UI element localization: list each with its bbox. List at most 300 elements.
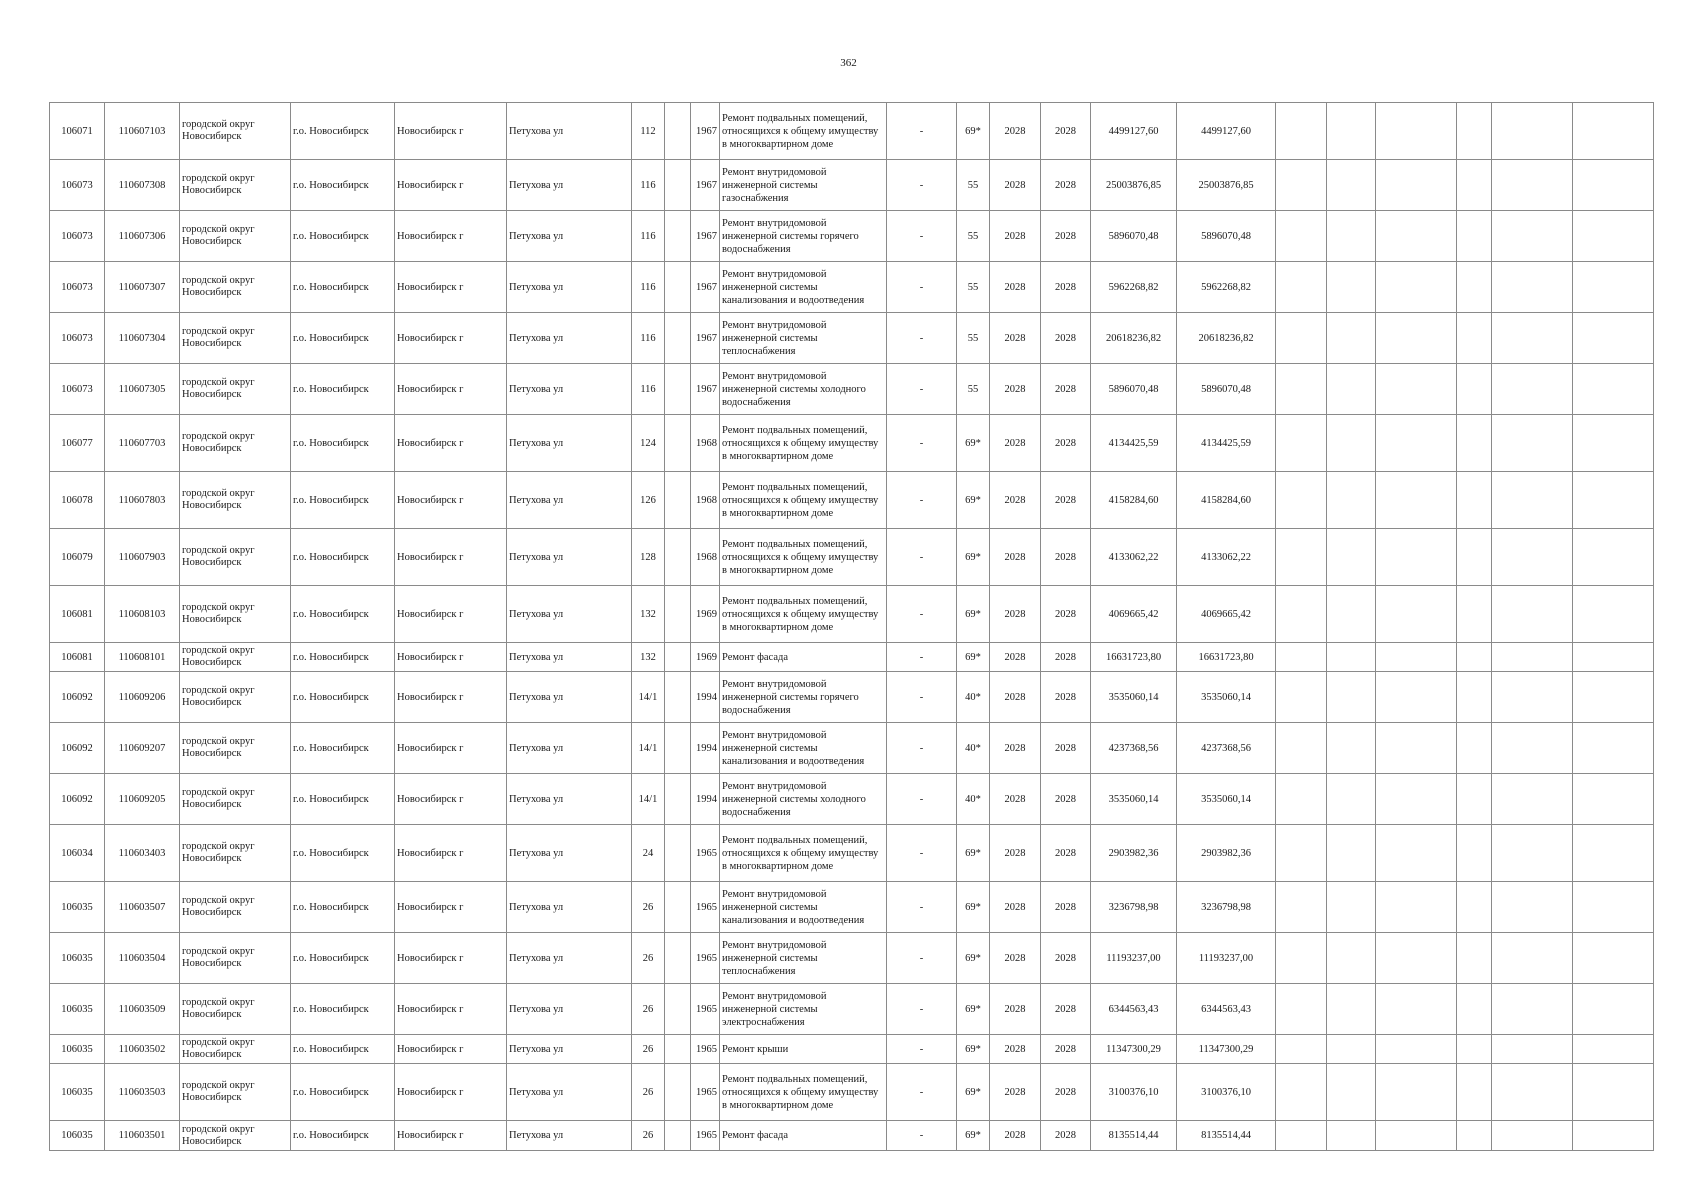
cell-year-from: 2028 <box>990 103 1041 160</box>
cell-year-to: 2028 <box>1041 415 1091 472</box>
cell-code: 110607306 <box>105 211 180 262</box>
empty-cell <box>1276 364 1327 415</box>
cell-street: Петухова ул <box>507 1121 632 1151</box>
cell-city: Новосибирск г <box>395 586 507 643</box>
cell-wear: 40* <box>957 774 990 825</box>
cell-district: г.о. Новосибирск <box>291 672 395 723</box>
cell-street: Петухова ул <box>507 160 632 211</box>
cell-municipality: городской округ Новосибирск <box>180 933 291 984</box>
cell-city: Новосибирск г <box>395 160 507 211</box>
empty-cell <box>1276 262 1327 313</box>
empty-cell <box>665 882 691 933</box>
cell-house: 126 <box>632 472 665 529</box>
empty-cell <box>1492 415 1573 472</box>
empty-cell <box>1492 882 1573 933</box>
cell-house: 116 <box>632 262 665 313</box>
empty-cell <box>665 825 691 882</box>
cell-dash: - <box>887 313 957 364</box>
cell-year: 1969 <box>691 586 720 643</box>
cell-work: Ремонт подвальных помещений, относящихся к общему имуществу в многоквартирном доме <box>720 472 887 529</box>
cell-wear: 55 <box>957 160 990 211</box>
empty-cell <box>1457 774 1492 825</box>
cell-id: 106035 <box>50 1121 105 1151</box>
cell-dash: - <box>887 774 957 825</box>
page-number: 362 <box>840 57 857 69</box>
empty-cell <box>1573 1121 1654 1151</box>
empty-cell <box>665 211 691 262</box>
cell-city: Новосибирск г <box>395 882 507 933</box>
cell-code: 110603507 <box>105 882 180 933</box>
empty-cell <box>1457 364 1492 415</box>
cell-municipality: городской округ Новосибирск <box>180 723 291 774</box>
cell-year-to: 2028 <box>1041 1035 1091 1064</box>
cell-city: Новосибирск г <box>395 211 507 262</box>
empty-cell <box>1276 672 1327 723</box>
empty-cell <box>1376 472 1457 529</box>
cell-year: 1994 <box>691 774 720 825</box>
cell-wear: 69* <box>957 529 990 586</box>
empty-cell <box>1376 211 1457 262</box>
cell-cost-fund: 11193237,00 <box>1177 933 1276 984</box>
cell-street: Петухова ул <box>507 1035 632 1064</box>
empty-cell <box>665 1035 691 1064</box>
empty-cell <box>1492 262 1573 313</box>
empty-cell <box>1327 529 1376 586</box>
cell-work: Ремонт фасада <box>720 1121 887 1151</box>
empty-cell <box>1457 882 1492 933</box>
cell-wear: 40* <box>957 723 990 774</box>
empty-cell <box>665 1121 691 1151</box>
cell-year: 1965 <box>691 882 720 933</box>
table-row <box>50 984 1654 1035</box>
empty-cell <box>1457 262 1492 313</box>
empty-cell <box>1492 723 1573 774</box>
cell-city: Новосибирск г <box>395 933 507 984</box>
empty-cell <box>1327 313 1376 364</box>
cell-district: г.о. Новосибирск <box>291 1035 395 1064</box>
cell-municipality: городской округ Новосибирск <box>180 586 291 643</box>
empty-cell <box>1492 364 1573 415</box>
empty-cell <box>1276 313 1327 364</box>
cell-id: 106034 <box>50 825 105 882</box>
empty-cell <box>1327 933 1376 984</box>
cell-year: 1968 <box>691 529 720 586</box>
empty-cell <box>1276 882 1327 933</box>
empty-cell <box>1492 160 1573 211</box>
cell-house: 26 <box>632 1121 665 1151</box>
empty-cell <box>1492 933 1573 984</box>
cell-year-from: 2028 <box>990 643 1041 672</box>
cell-district: г.о. Новосибирск <box>291 774 395 825</box>
cell-street: Петухова ул <box>507 1064 632 1121</box>
cell-year: 1968 <box>691 472 720 529</box>
cell-cost-total: 16631723,80 <box>1091 643 1177 672</box>
cell-city: Новосибирск г <box>395 103 507 160</box>
empty-cell <box>665 262 691 313</box>
empty-cell <box>665 984 691 1035</box>
cell-wear: 69* <box>957 586 990 643</box>
cell-dash: - <box>887 262 957 313</box>
cell-street: Петухова ул <box>507 643 632 672</box>
cell-work: Ремонт внутридомовой инженерной системы электроснабжения <box>720 984 887 1035</box>
cell-dash: - <box>887 529 957 586</box>
cell-district: г.о. Новосибирск <box>291 472 395 529</box>
cell-district: г.о. Новосибирск <box>291 933 395 984</box>
cell-work: Ремонт внутридомовой инженерной системы теплоснабжения <box>720 313 887 364</box>
cell-work: Ремонт внутридомовой инженерной системы горячего водоснабжения <box>720 211 887 262</box>
cell-cost-fund: 4069665,42 <box>1177 586 1276 643</box>
empty-cell <box>1327 364 1376 415</box>
cell-cost-fund: 6344563,43 <box>1177 984 1276 1035</box>
empty-cell <box>1376 313 1457 364</box>
cell-code: 110603503 <box>105 1064 180 1121</box>
cell-year-to: 2028 <box>1041 984 1091 1035</box>
empty-cell <box>1492 774 1573 825</box>
cell-id: 106035 <box>50 882 105 933</box>
empty-cell <box>1376 1035 1457 1064</box>
empty-cell <box>1492 586 1573 643</box>
cell-wear: 69* <box>957 882 990 933</box>
cell-work: Ремонт внутридомовой инженерной системы холодного водоснабжения <box>720 364 887 415</box>
empty-cell <box>665 415 691 472</box>
cell-house: 132 <box>632 643 665 672</box>
cell-code: 110603501 <box>105 1121 180 1151</box>
empty-cell <box>1457 529 1492 586</box>
cell-year-from: 2028 <box>990 529 1041 586</box>
empty-cell <box>665 1064 691 1121</box>
empty-cell <box>1376 774 1457 825</box>
cell-id: 106035 <box>50 933 105 984</box>
empty-cell <box>1276 825 1327 882</box>
cell-municipality: городской округ Новосибирск <box>180 415 291 472</box>
empty-cell <box>1573 882 1654 933</box>
cell-year-from: 2028 <box>990 586 1041 643</box>
cell-year-to: 2028 <box>1041 472 1091 529</box>
empty-cell <box>1457 723 1492 774</box>
cell-district: г.о. Новосибирск <box>291 211 395 262</box>
empty-cell <box>1573 1064 1654 1121</box>
cell-year-from: 2028 <box>990 723 1041 774</box>
cell-dash: - <box>887 103 957 160</box>
cell-house: 26 <box>632 882 665 933</box>
cell-cost-total: 25003876,85 <box>1091 160 1177 211</box>
empty-cell <box>1573 643 1654 672</box>
empty-cell <box>665 643 691 672</box>
cell-city: Новосибирск г <box>395 1035 507 1064</box>
empty-cell <box>1573 472 1654 529</box>
cell-id: 106092 <box>50 774 105 825</box>
empty-cell <box>1376 1121 1457 1151</box>
cell-cost-total: 8135514,44 <box>1091 1121 1177 1151</box>
empty-cell <box>1492 984 1573 1035</box>
empty-cell <box>1457 472 1492 529</box>
empty-cell <box>1457 1121 1492 1151</box>
cell-cost-fund: 11347300,29 <box>1177 1035 1276 1064</box>
cell-municipality: городской округ Новосибирск <box>180 529 291 586</box>
cell-street: Петухова ул <box>507 825 632 882</box>
empty-cell <box>1276 586 1327 643</box>
cell-house: 14/1 <box>632 774 665 825</box>
cell-city: Новосибирск г <box>395 984 507 1035</box>
cell-district: г.о. Новосибирск <box>291 882 395 933</box>
cell-year-to: 2028 <box>1041 672 1091 723</box>
cell-wear: 40* <box>957 672 990 723</box>
cell-year-to: 2028 <box>1041 1064 1091 1121</box>
cell-cost-total: 3535060,14 <box>1091 774 1177 825</box>
cell-street: Петухова ул <box>507 672 632 723</box>
cell-code: 110607903 <box>105 529 180 586</box>
cell-cost-total: 3236798,98 <box>1091 882 1177 933</box>
cell-city: Новосибирск г <box>395 774 507 825</box>
cell-id: 106077 <box>50 415 105 472</box>
cell-district: г.о. Новосибирск <box>291 529 395 586</box>
table-row <box>50 211 1654 262</box>
cell-cost-fund: 8135514,44 <box>1177 1121 1276 1151</box>
cell-street: Петухова ул <box>507 984 632 1035</box>
empty-cell <box>665 774 691 825</box>
empty-cell <box>1457 160 1492 211</box>
empty-cell <box>1327 211 1376 262</box>
empty-cell <box>1573 415 1654 472</box>
cell-city: Новосибирск г <box>395 1121 507 1151</box>
empty-cell <box>1376 415 1457 472</box>
cell-cost-total: 2903982,36 <box>1091 825 1177 882</box>
empty-cell <box>1573 825 1654 882</box>
cell-work: Ремонт подвальных помещений, относящихся к общему имуществу в многоквартирном доме <box>720 529 887 586</box>
empty-cell <box>665 529 691 586</box>
empty-cell <box>1573 1035 1654 1064</box>
cell-wear: 69* <box>957 415 990 472</box>
empty-cell <box>1327 415 1376 472</box>
cell-year: 1965 <box>691 825 720 882</box>
cell-municipality: городской округ Новосибирск <box>180 672 291 723</box>
cell-dash: - <box>887 1064 957 1121</box>
cell-year-to: 2028 <box>1041 529 1091 586</box>
empty-cell <box>1573 529 1654 586</box>
cell-work: Ремонт внутридомовой инженерной системы газоснабжения <box>720 160 887 211</box>
empty-cell <box>1457 1064 1492 1121</box>
cell-year-from: 2028 <box>990 984 1041 1035</box>
cell-id: 106092 <box>50 672 105 723</box>
cell-district: г.о. Новосибирск <box>291 723 395 774</box>
cell-district: г.о. Новосибирск <box>291 160 395 211</box>
cell-cost-fund: 16631723,80 <box>1177 643 1276 672</box>
table-row <box>50 586 1654 643</box>
empty-cell <box>1327 160 1376 211</box>
cell-municipality: городской округ Новосибирск <box>180 643 291 672</box>
empty-cell <box>1276 103 1327 160</box>
cell-year-to: 2028 <box>1041 643 1091 672</box>
empty-cell <box>1376 160 1457 211</box>
cell-year: 1965 <box>691 933 720 984</box>
empty-cell <box>665 103 691 160</box>
cell-district: г.о. Новосибирск <box>291 984 395 1035</box>
empty-cell <box>1327 825 1376 882</box>
empty-cell <box>1573 723 1654 774</box>
empty-cell <box>1376 364 1457 415</box>
empty-cell <box>1573 984 1654 1035</box>
cell-cost-fund: 3535060,14 <box>1177 774 1276 825</box>
cell-house: 116 <box>632 211 665 262</box>
cell-year-from: 2028 <box>990 882 1041 933</box>
cell-wear: 69* <box>957 1121 990 1151</box>
cell-cost-total: 11193237,00 <box>1091 933 1177 984</box>
empty-cell <box>1276 984 1327 1035</box>
empty-cell <box>1492 529 1573 586</box>
table-row <box>50 262 1654 313</box>
cell-code: 110603509 <box>105 984 180 1035</box>
cell-id: 106081 <box>50 643 105 672</box>
cell-city: Новосибирск г <box>395 672 507 723</box>
cell-year: 1965 <box>691 984 720 1035</box>
cell-work: Ремонт подвальных помещений, относящихся к общему имуществу в многоквартирном доме <box>720 415 887 472</box>
empty-cell <box>1276 472 1327 529</box>
cell-cost-fund: 5896070,48 <box>1177 211 1276 262</box>
empty-cell <box>1376 933 1457 984</box>
cell-wear: 55 <box>957 313 990 364</box>
cell-district: г.о. Новосибирск <box>291 103 395 160</box>
empty-cell <box>665 472 691 529</box>
cell-year-to: 2028 <box>1041 313 1091 364</box>
empty-cell <box>1492 1064 1573 1121</box>
cell-wear: 69* <box>957 825 990 882</box>
cell-house: 26 <box>632 984 665 1035</box>
empty-cell <box>1327 984 1376 1035</box>
cell-year: 1994 <box>691 723 720 774</box>
cell-municipality: городской округ Новосибирск <box>180 1064 291 1121</box>
empty-cell <box>1457 415 1492 472</box>
table-row <box>50 643 1654 672</box>
cell-work: Ремонт внутридомовой инженерной системы канализования и водоотведения <box>720 882 887 933</box>
cell-id: 106035 <box>50 1064 105 1121</box>
cell-year-from: 2028 <box>990 825 1041 882</box>
cell-cost-fund: 5896070,48 <box>1177 364 1276 415</box>
cell-dash: - <box>887 472 957 529</box>
empty-cell <box>665 723 691 774</box>
empty-cell <box>1492 103 1573 160</box>
cell-year-to: 2028 <box>1041 586 1091 643</box>
cell-cost-total: 4069665,42 <box>1091 586 1177 643</box>
cell-dash: - <box>887 933 957 984</box>
cell-cost-fund: 3100376,10 <box>1177 1064 1276 1121</box>
empty-cell <box>1327 1121 1376 1151</box>
empty-cell <box>1276 211 1327 262</box>
cell-cost-fund: 4237368,56 <box>1177 723 1276 774</box>
cell-dash: - <box>887 415 957 472</box>
cell-street: Петухова ул <box>507 262 632 313</box>
cell-id: 106035 <box>50 1035 105 1064</box>
empty-cell <box>1376 103 1457 160</box>
table-row <box>50 160 1654 211</box>
empty-cell <box>1492 1121 1573 1151</box>
cell-dash: - <box>887 723 957 774</box>
cell-cost-total: 4158284,60 <box>1091 472 1177 529</box>
empty-cell <box>1573 313 1654 364</box>
empty-cell <box>1573 211 1654 262</box>
empty-cell <box>1327 472 1376 529</box>
cell-year: 1965 <box>691 1035 720 1064</box>
cell-district: г.о. Новосибирск <box>291 1064 395 1121</box>
cell-municipality: городской округ Новосибирск <box>180 472 291 529</box>
table-row <box>50 1035 1654 1064</box>
table-body <box>50 103 1654 1151</box>
cell-code: 110607304 <box>105 313 180 364</box>
cell-cost-total: 5896070,48 <box>1091 364 1177 415</box>
cell-year-to: 2028 <box>1041 160 1091 211</box>
cell-cost-fund: 2903982,36 <box>1177 825 1276 882</box>
cell-cost-fund: 20618236,82 <box>1177 313 1276 364</box>
empty-cell <box>1492 472 1573 529</box>
empty-cell <box>1276 1121 1327 1151</box>
empty-cell <box>1457 984 1492 1035</box>
empty-cell <box>1492 643 1573 672</box>
cell-year-from: 2028 <box>990 472 1041 529</box>
cell-cost-total: 20618236,82 <box>1091 313 1177 364</box>
empty-cell <box>1573 364 1654 415</box>
empty-cell <box>1276 643 1327 672</box>
empty-cell <box>1327 882 1376 933</box>
table-row <box>50 415 1654 472</box>
cell-street: Петухова ул <box>507 313 632 364</box>
cell-house: 116 <box>632 160 665 211</box>
table-row <box>50 1121 1654 1151</box>
cell-code: 110609205 <box>105 774 180 825</box>
empty-cell <box>1327 1035 1376 1064</box>
cell-cost-total: 4134425,59 <box>1091 415 1177 472</box>
cell-year-to: 2028 <box>1041 364 1091 415</box>
cell-code: 110609207 <box>105 723 180 774</box>
empty-cell <box>1457 103 1492 160</box>
cell-dash: - <box>887 672 957 723</box>
cell-wear: 69* <box>957 1035 990 1064</box>
cell-municipality: городской округ Новосибирск <box>180 1035 291 1064</box>
cell-code: 110607307 <box>105 262 180 313</box>
cell-id: 106073 <box>50 160 105 211</box>
empty-cell <box>1376 529 1457 586</box>
cell-id: 106073 <box>50 211 105 262</box>
cell-wear: 69* <box>957 984 990 1035</box>
empty-cell <box>1276 933 1327 984</box>
cell-id: 106073 <box>50 313 105 364</box>
cell-code: 110608103 <box>105 586 180 643</box>
table-row <box>50 529 1654 586</box>
cell-municipality: городской округ Новосибирск <box>180 211 291 262</box>
cell-house: 132 <box>632 586 665 643</box>
cell-work: Ремонт фасада <box>720 643 887 672</box>
cell-cost-fund: 4133062,22 <box>1177 529 1276 586</box>
cell-house: 26 <box>632 933 665 984</box>
cell-street: Петухова ул <box>507 723 632 774</box>
cell-municipality: городской округ Новосибирск <box>180 825 291 882</box>
empty-cell <box>1457 211 1492 262</box>
cell-wear: 69* <box>957 933 990 984</box>
cell-id: 106071 <box>50 103 105 160</box>
cell-municipality: городской округ Новосибирск <box>180 1121 291 1151</box>
cell-dash: - <box>887 586 957 643</box>
cell-work: Ремонт подвальных помещений, относящихся к общему имуществу в многоквартирном доме <box>720 586 887 643</box>
cell-work: Ремонт внутридомовой инженерной системы холодного водоснабжения <box>720 774 887 825</box>
table-row <box>50 1064 1654 1121</box>
cell-year: 1967 <box>691 262 720 313</box>
cell-wear: 55 <box>957 364 990 415</box>
empty-cell <box>1457 1035 1492 1064</box>
cell-id: 106092 <box>50 723 105 774</box>
cell-year-to: 2028 <box>1041 723 1091 774</box>
cell-district: г.о. Новосибирск <box>291 586 395 643</box>
cell-id: 106073 <box>50 364 105 415</box>
cell-year-from: 2028 <box>990 1035 1041 1064</box>
cell-year: 1967 <box>691 160 720 211</box>
